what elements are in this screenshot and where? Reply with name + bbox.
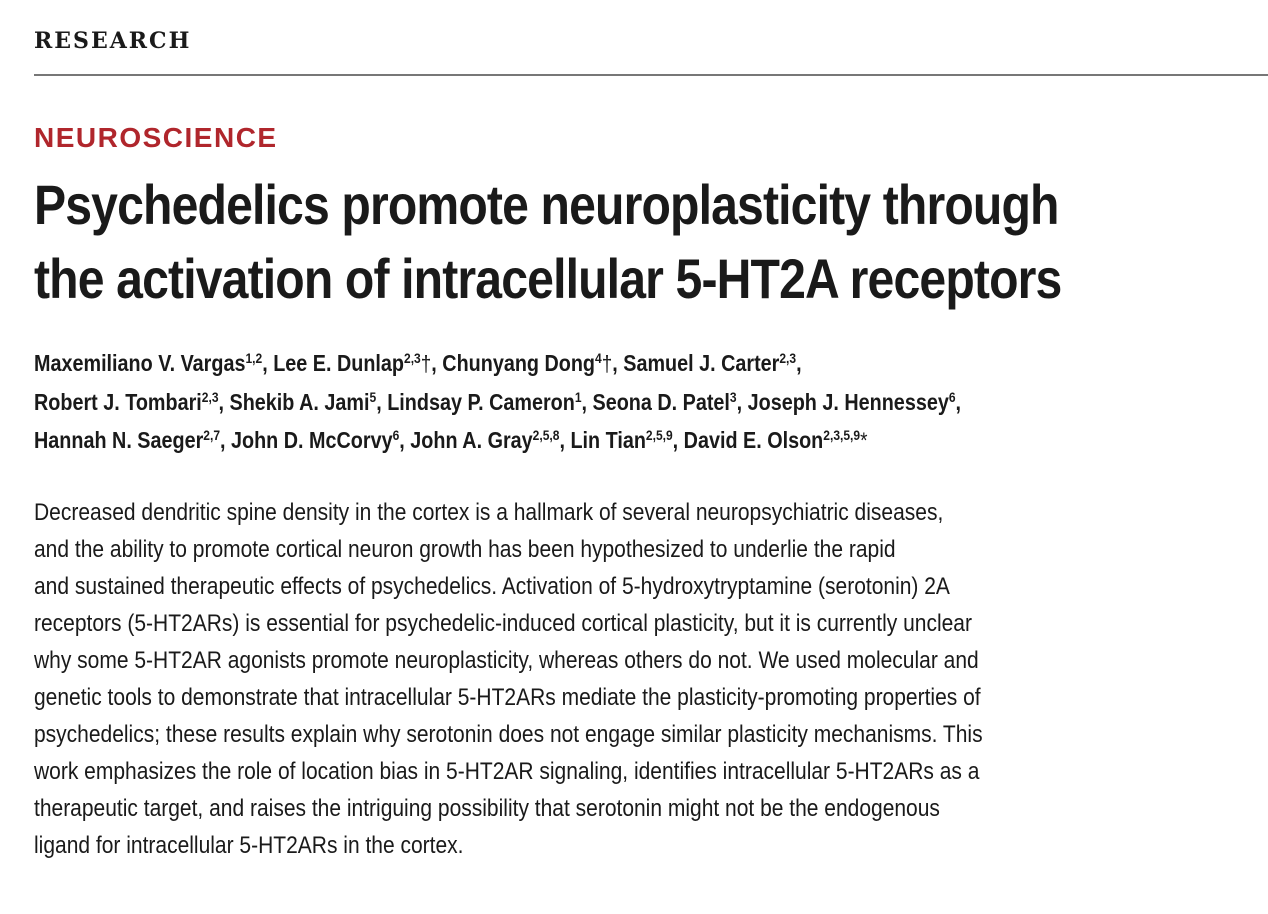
abstract-line: therapeutic target, and raises the intriguing possibility that serotonin might not be the endogenous bbox=[34, 795, 940, 822]
author-separator: , bbox=[559, 427, 571, 453]
author-separator: , bbox=[376, 389, 388, 415]
author-list bbox=[34, 344, 1238, 460]
author-separator: , bbox=[796, 350, 802, 376]
abstract-line: genetic tools to demonstrate that intracellular 5-HT2ARs mediate the plasticity-promoting properties of bbox=[34, 684, 981, 711]
author-separator: , bbox=[736, 389, 748, 415]
author bbox=[748, 389, 961, 415]
title-line: the activation of intracellular 5-HT2A receptors bbox=[34, 247, 1062, 310]
author-name: Samuel J. Carter bbox=[623, 350, 780, 376]
author bbox=[410, 427, 570, 453]
abstract-line: and sustained therapeutic effects of psychedelics. Activation of 5-hydroxytryptamine (serotonin) 2A bbox=[34, 573, 950, 600]
author-name: Chunyang Dong bbox=[442, 350, 596, 376]
author-separator: , bbox=[218, 389, 230, 415]
author-footnote-mark: * bbox=[860, 428, 868, 453]
author-line bbox=[34, 344, 1238, 383]
abstract bbox=[34, 494, 1259, 864]
author-affiliation: 4 bbox=[595, 350, 602, 366]
author-affiliation: 2,3 bbox=[404, 350, 421, 366]
author bbox=[623, 350, 801, 376]
author-separator: , bbox=[581, 389, 593, 415]
author-separator: , bbox=[955, 389, 962, 415]
author bbox=[442, 350, 623, 376]
author bbox=[230, 389, 388, 415]
abstract-line: psychedelics; these results explain why serotonin does not engage similar plasticity mechanisms. This bbox=[34, 721, 983, 748]
author-affiliation: 2,5,9 bbox=[645, 427, 673, 443]
author bbox=[34, 427, 231, 453]
author bbox=[387, 389, 592, 415]
author-name: Joseph J. Hennessey bbox=[747, 389, 949, 415]
author-name: David E. Olson bbox=[683, 427, 824, 453]
author-separator: , bbox=[431, 350, 443, 376]
section-label: RESEARCH bbox=[34, 28, 192, 54]
author-name: Lindsay P. Cameron bbox=[387, 389, 575, 415]
article-title bbox=[34, 168, 1066, 316]
author-affiliation: 2,3 bbox=[201, 389, 219, 405]
author bbox=[593, 389, 748, 415]
author bbox=[34, 350, 273, 376]
author bbox=[231, 427, 410, 453]
author-separator: , bbox=[262, 350, 274, 376]
author-affiliation: 2,7 bbox=[203, 427, 221, 443]
author-affiliation: 2,3,5,9 bbox=[823, 427, 861, 443]
author-affiliation: 6 bbox=[392, 427, 400, 443]
abstract-line: receptors (5-HT2ARs) is essential for psychedelic-induced cortical plasticity, but it is currently unclear bbox=[34, 610, 972, 637]
author bbox=[684, 427, 868, 453]
author-line bbox=[34, 383, 1238, 421]
abstract-line: why some 5-HT2AR agonists promote neuroplasticity, whereas others do not. We used molecular and bbox=[34, 647, 979, 674]
author-affiliation: 3 bbox=[729, 389, 737, 405]
abstract-line: and the ability to promote cortical neuron growth has been hypothesized to underlie the rapid bbox=[34, 536, 896, 563]
title-line: Psychedelics promote neuroplasticity through bbox=[34, 173, 1059, 236]
author-name: John D. McCorvy bbox=[231, 427, 393, 453]
article-category: NEUROSCIENCE bbox=[34, 122, 278, 153]
author bbox=[570, 427, 683, 453]
author-name: Lin Tian bbox=[570, 427, 646, 453]
author-affiliation: 2,5,8 bbox=[532, 427, 560, 443]
author-affiliation: 1,2 bbox=[245, 350, 263, 366]
author-name: Maxemiliano V. Vargas bbox=[34, 350, 246, 376]
author-affiliation: 6 bbox=[948, 389, 956, 405]
author-name: Seona D. Patel bbox=[592, 389, 730, 415]
author-name: Lee E. Dunlap bbox=[273, 350, 405, 376]
author-name: Robert J. Tombari bbox=[34, 389, 202, 415]
author-affiliation: 2,3 bbox=[779, 350, 797, 366]
author-separator: , bbox=[399, 427, 411, 453]
author-name: Hannah N. Saeger bbox=[34, 427, 204, 453]
author-footnote-mark: † bbox=[601, 351, 613, 376]
author-line bbox=[34, 421, 1238, 460]
author-affiliation: 1 bbox=[574, 389, 582, 405]
abstract-line: work emphasizes the role of location bias in 5-HT2AR signaling, identifies intracellular 5-HT2ARs as a bbox=[34, 758, 980, 785]
author-separator: , bbox=[220, 427, 232, 453]
abstract-line: Decreased dendritic spine density in the cortex is a hallmark of several neuropsychiatric diseases, bbox=[34, 499, 944, 526]
author-separator: , bbox=[672, 427, 684, 453]
author-affiliation: 5 bbox=[369, 389, 377, 405]
author bbox=[34, 389, 230, 415]
header-divider bbox=[34, 74, 1268, 76]
author bbox=[273, 350, 442, 376]
author-footnote-mark: † bbox=[420, 351, 432, 376]
abstract-line: ligand for intracellular 5-HT2ARs in the cortex. bbox=[34, 832, 464, 859]
author-separator: , bbox=[612, 350, 624, 376]
author-name: Shekib A. Jami bbox=[229, 389, 370, 415]
author-name: John A. Gray bbox=[410, 427, 533, 453]
